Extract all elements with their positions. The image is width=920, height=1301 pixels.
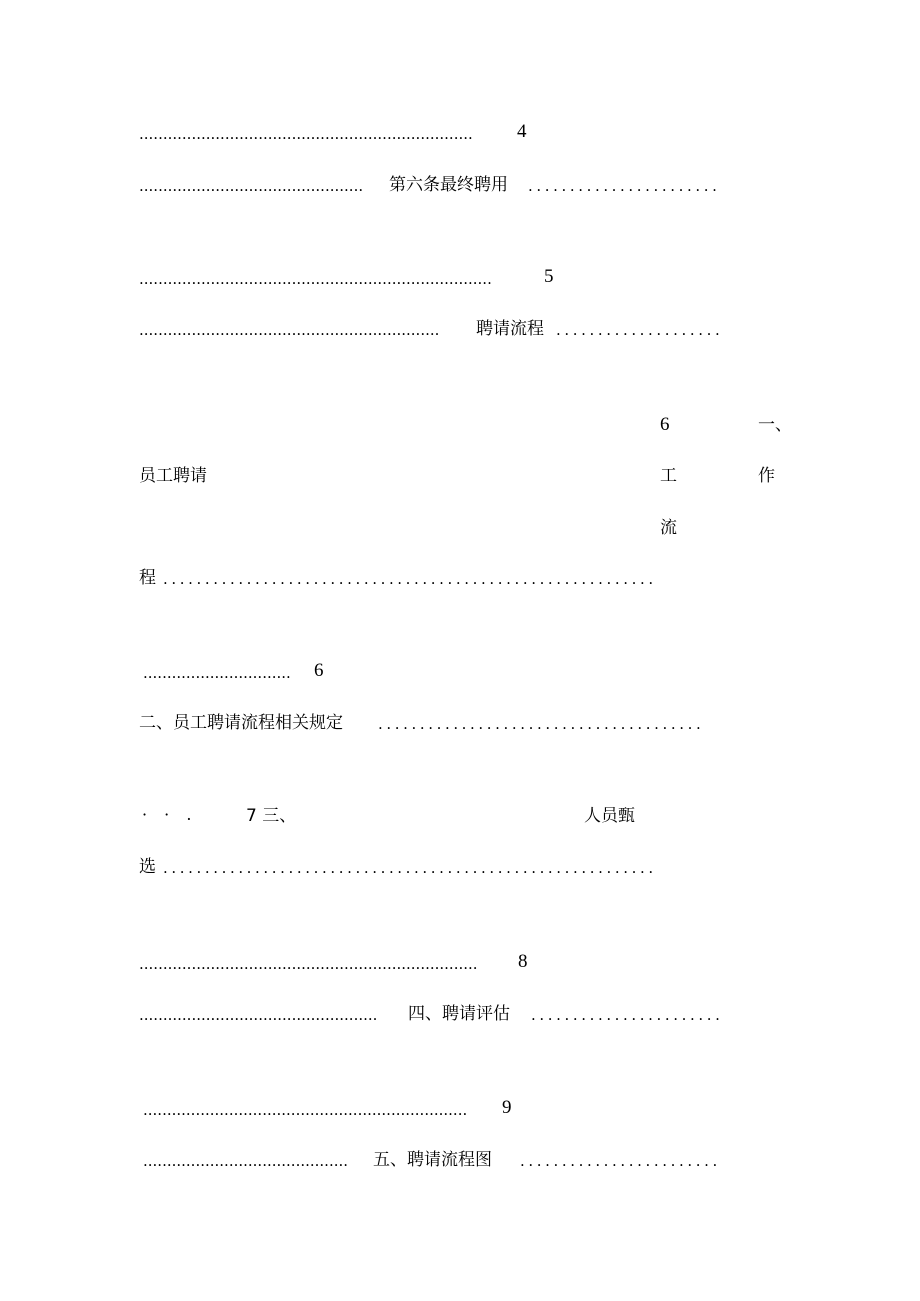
toc-leader: ....................................... <box>378 715 705 733</box>
toc-entry-title: 第六条最终聘用 <box>389 175 508 195</box>
toc-entry-char: 程 <box>139 568 156 588</box>
toc-leader: ........................................................... <box>163 570 657 588</box>
toc-page-number: 6 <box>314 660 324 681</box>
toc-leader: ............................... <box>143 664 291 682</box>
toc-entry-title: 人员甄 <box>584 806 635 826</box>
toc-leader: .................................................. <box>139 1006 378 1024</box>
toc-leader: ............................................... <box>139 177 364 195</box>
toc-leader: .......................................................................... <box>139 270 492 288</box>
toc-leader: .................................................................... <box>143 1101 468 1119</box>
toc-page-number: 9 <box>502 1097 512 1118</box>
toc-page-number: 5 <box>544 266 554 287</box>
toc-entry-title: 聘请流程 <box>476 319 544 339</box>
toc-entry-char: 工 <box>660 466 677 486</box>
toc-entry-title: 二、员工聘请流程相关规定 <box>139 713 343 733</box>
toc-leader: ....................................................................... <box>139 955 478 973</box>
toc-entry-char: 流 <box>660 518 677 538</box>
toc-leader: ....................... <box>528 177 721 195</box>
toc-page-number: 6 <box>660 414 670 435</box>
toc-leader: ........................ <box>520 1152 721 1170</box>
toc-entry-title: 员工聘请 <box>139 466 207 486</box>
toc-entry-title: 五、聘请流程图 <box>373 1150 492 1170</box>
toc-page-number: 4 <box>517 121 527 142</box>
toc-leader: ....................... <box>531 1006 724 1024</box>
toc-page-number: 7 三、 <box>246 806 297 826</box>
toc-leader: ............................................................... <box>139 321 440 339</box>
toc-leader: · · . <box>142 805 198 824</box>
toc-leader: ........................................................... <box>163 859 657 877</box>
toc-leader: ........................................... <box>143 1152 349 1170</box>
toc-leader: .................... <box>556 321 724 339</box>
toc-page-number: 8 <box>518 951 528 972</box>
toc-section-prefix: 一、 <box>758 415 792 435</box>
toc-entry-title: 四、聘请评估 <box>408 1004 510 1024</box>
toc-entry-char: 选 <box>139 857 156 877</box>
toc-entry-char: 作 <box>758 466 775 486</box>
toc-leader: ...................................................................... <box>139 125 473 143</box>
